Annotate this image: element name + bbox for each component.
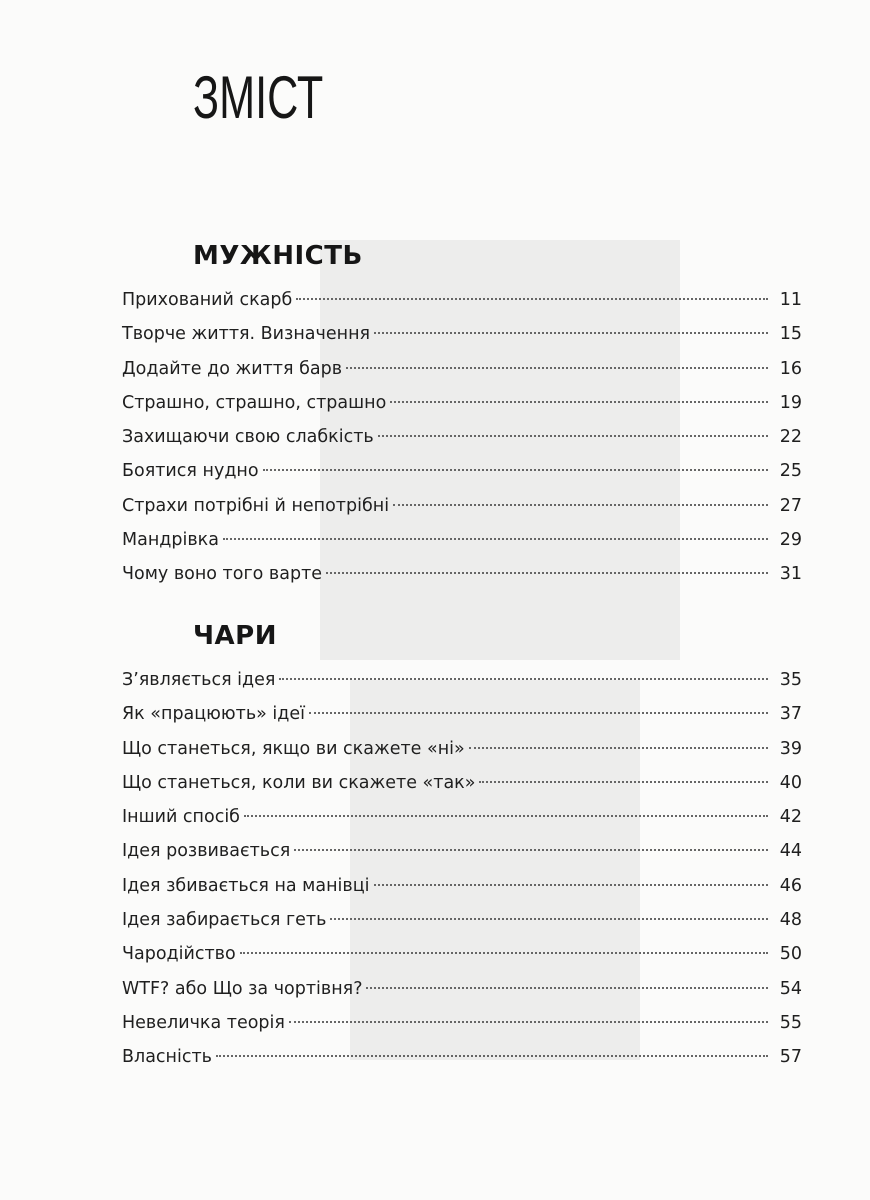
toc-entry-page-number: 55 [779, 1012, 802, 1033]
dot-leader [469, 747, 768, 749]
toc-entry-title: Як «працюють» ідеї [122, 704, 306, 725]
toc-entry-title: Чародійство [122, 944, 236, 965]
toc-entry-page-number: 29 [779, 530, 802, 551]
toc-list-courage [122, 283, 802, 592]
dot-leader [378, 435, 768, 437]
dot-leader [223, 538, 768, 540]
toc-entry[interactable] [122, 1040, 802, 1074]
dot-leader [294, 849, 768, 851]
toc-entry[interactable] [122, 386, 802, 420]
toc-entry-page-number: 25 [779, 461, 802, 482]
dot-leader [240, 952, 768, 954]
toc-entry-title: WTF? або Що за чортівня? [122, 978, 363, 999]
section-heading-courage: МУЖНІСТЬ [193, 241, 363, 271]
toc-entry-page-number: 44 [779, 841, 802, 862]
toc-entry[interactable] [122, 903, 802, 937]
toc-entry-title: Творче життя. Визначення [122, 324, 371, 345]
toc-entry-title: Ідея забирається геть [122, 910, 327, 931]
toc-entry-title: Ідея розвивається [122, 841, 291, 862]
toc-entry-page-number: 46 [779, 875, 802, 896]
toc-entry[interactable] [122, 937, 802, 971]
dot-leader [479, 781, 768, 783]
dot-leader [216, 1055, 768, 1057]
toc-entry[interactable] [122, 489, 802, 523]
dot-leader [374, 332, 768, 334]
toc-entry-title: Що станеться, якщо ви скажете «ні» [122, 738, 465, 759]
dot-leader [346, 367, 768, 369]
toc-entry[interactable] [122, 869, 802, 903]
toc-entry-title: Що станеться, коли ви скажете «так» [122, 772, 476, 793]
toc-entry[interactable] [122, 834, 802, 868]
toc-entry-page-number: 39 [779, 738, 802, 759]
toc-entry[interactable] [122, 317, 802, 351]
toc-entry[interactable] [122, 972, 802, 1006]
toc-entry-page-number: 48 [779, 910, 802, 931]
dot-leader [296, 298, 768, 300]
toc-entry-page-number: 54 [779, 978, 802, 999]
toc-list-magic [122, 663, 802, 1075]
toc-entry[interactable] [122, 766, 802, 800]
toc-entry-page-number: 40 [779, 772, 802, 793]
toc-entry-title: Боятися нудно [122, 461, 259, 482]
toc-entry[interactable] [122, 523, 802, 557]
toc-entry[interactable] [122, 454, 802, 488]
toc-entry[interactable] [122, 800, 802, 834]
toc-entry-page-number: 15 [779, 324, 802, 345]
toc-entry[interactable] [122, 663, 802, 697]
toc-entry-title: Захищаючи свою слабкість [122, 427, 374, 448]
toc-entry-page-number: 11 [779, 290, 802, 310]
toc-entry-title: Ідея збивається на манівці [122, 875, 370, 896]
toc-entry-page-number: 42 [779, 807, 802, 828]
dot-leader [263, 469, 768, 471]
section-heading-magic: ЧАРИ [193, 621, 277, 651]
toc-entry-page-number: 22 [779, 427, 802, 448]
toc-entry-title: Страшно, страшно, страшно [122, 392, 387, 413]
toc-entry-page-number: 19 [779, 392, 802, 413]
toc-entry-page-number: 57 [779, 1047, 802, 1068]
toc-entry-page-number: 27 [779, 495, 802, 516]
toc-entry[interactable] [122, 420, 802, 454]
toc-entry-title: Невеличка теорія [122, 1012, 285, 1033]
toc-entry[interactable] [122, 1006, 802, 1040]
dot-leader [374, 884, 769, 886]
toc-entry-title: Інший спосіб [122, 807, 240, 828]
toc-entry-page-number: 16 [779, 358, 802, 379]
toc-entry[interactable] [122, 697, 802, 731]
page-title: ЗМІСТ [193, 64, 324, 131]
dot-leader [244, 815, 768, 817]
toc-entry[interactable] [122, 283, 802, 317]
dot-leader [279, 678, 768, 680]
toc-entry-title: Власність [122, 1047, 212, 1068]
toc-entry-page-number: 31 [779, 564, 802, 585]
dot-leader [326, 572, 768, 574]
dot-leader [309, 712, 768, 714]
dot-leader [289, 1021, 768, 1023]
toc-entry-page-number: 35 [779, 670, 802, 690]
toc-entry-title: З’являється ідея [122, 670, 276, 690]
toc-entry-title: Чому воно того варте [122, 564, 323, 585]
toc-entry-title: Додайте до життя барв [122, 358, 343, 379]
toc-entry-title: Прихований скарб [122, 290, 293, 310]
dot-leader [366, 987, 768, 989]
toc-entry[interactable] [122, 557, 802, 591]
dot-leader [330, 918, 768, 920]
toc-entry[interactable] [122, 732, 802, 766]
toc-entry-page-number: 37 [779, 704, 802, 725]
dot-leader [393, 504, 768, 506]
toc-entry-title: Мандрівка [122, 530, 219, 551]
toc-entry[interactable] [122, 352, 802, 386]
dot-leader [390, 401, 768, 403]
toc-entry-page-number: 50 [779, 944, 802, 965]
toc-entry-title: Страхи потрібні й непотрібні [122, 495, 390, 516]
